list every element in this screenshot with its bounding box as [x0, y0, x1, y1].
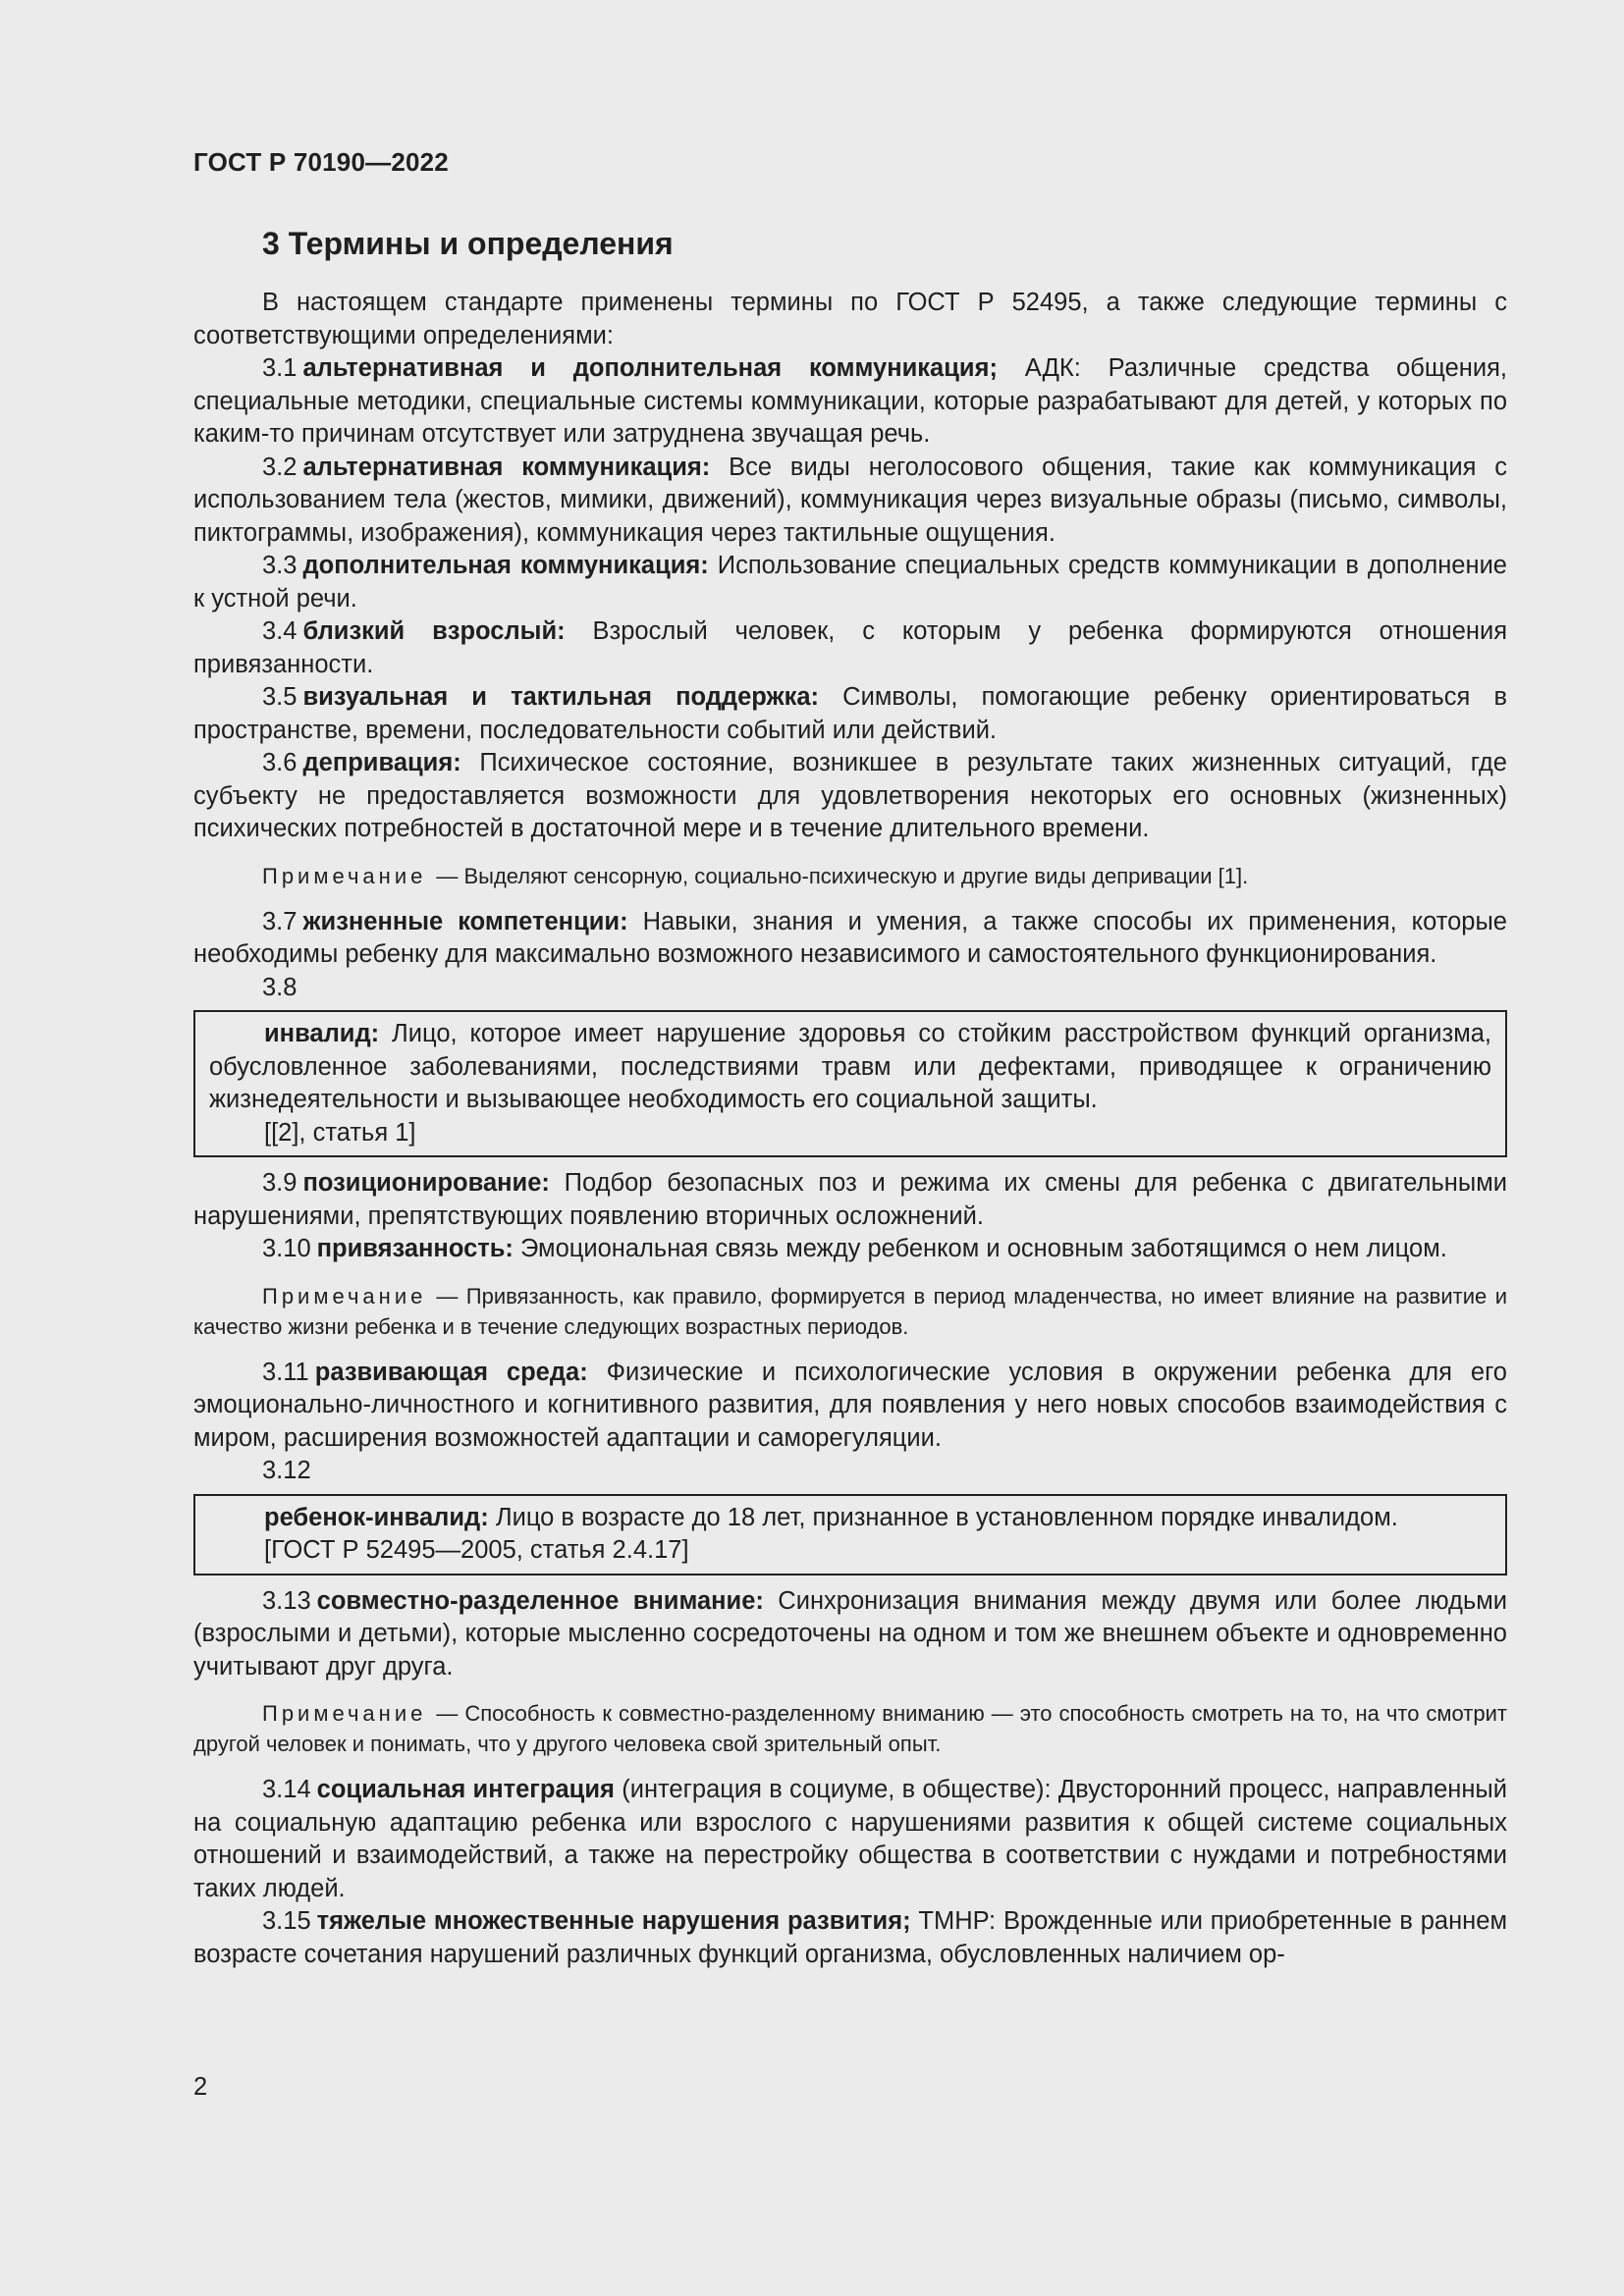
term-definition: Физические и психологические условия в окружении ребенка для его эмоционально-личностного и когнитивного развития, для появления у него новых способов взаимодействия с миром, расширения возможностей адаптации и саморегуляции.	[193, 1358, 1507, 1452]
term-entry	[193, 1585, 1507, 1684]
term-entry	[193, 1774, 1507, 1905]
term-entry	[193, 615, 1507, 681]
term-definition: Психическое состояние, возникшее в результате таких жизненных ситуаций, где субъекту не предоставляется возможности для удовлетворения некоторых его основных (жизненных) психических потребностей в достаточной мере и в течение длительного времени.	[193, 749, 1507, 842]
quoted-definition-box	[193, 1494, 1507, 1575]
term-definition: Использование специальных средств коммуникации в дополнение к устной речи.	[193, 552, 1507, 613]
term-entry	[209, 1502, 1491, 1535]
term-title: привязанность:	[316, 1235, 514, 1262]
note-text: — Выделяют сенсорную, социально-психическую и другие виды депривации [1].	[436, 863, 1249, 888]
note-text: — Способность к совместно-разделенному вниманию — это способность смотреть на то, на что смотрит другой человек и понимать, что у другого человека свой зрительный опыт.	[193, 1701, 1507, 1756]
term-number: 3.9	[262, 1169, 298, 1197]
term-definition: Символы, помогающие ребенку ориентироваться в пространстве, времени, последовательности событий или действий.	[193, 683, 1508, 744]
term-number: 3.5	[262, 683, 298, 711]
note-label: Примечание	[262, 863, 427, 888]
term-title: развивающая среда:	[314, 1358, 588, 1386]
note-text: — Привязанность, как правило, формируется в период младенчества, но имеет влияние на развитие и качество жизни ребенка и в течение следующих возрастных периодов.	[193, 1283, 1507, 1339]
term-entry	[193, 1357, 1507, 1456]
page-number: 2	[193, 2073, 208, 2101]
term-definition: ТМНР: Врожденные или приобретенные в раннем возрасте сочетания нарушений различных функций организма, обусловленных наличием ор-	[193, 1907, 1507, 1968]
term-title: визуальная и тактильная поддержка:	[302, 683, 820, 711]
term-title: альтернативная и дополнительная коммуникация;	[302, 354, 998, 382]
term-title: тяжелые множественные нарушения развития;	[316, 1907, 911, 1935]
term-number: 3.13	[262, 1586, 311, 1615]
term-entry	[193, 1167, 1507, 1233]
note	[193, 861, 1507, 891]
term-title: совместно-разделенное внимание:	[316, 1586, 764, 1615]
term-definition: Синхронизация внимания между двумя или более людьми (взрослыми и детьми), которые мысленно сосредоточены на одном и том же внешнем объекте и одновременно учитывают друг друга.	[193, 1586, 1508, 1681]
term-number: 3.15	[262, 1907, 311, 1935]
term-number: 3.11	[262, 1358, 309, 1386]
term-title: ребенок-инвалид:	[264, 1503, 489, 1531]
term-title: депривация:	[302, 749, 461, 776]
term-entry	[193, 906, 1507, 972]
term-definition: Подбор безопасных поз и режима их смены для ребенка с двигательными нарушениями, препятствующих появлению вторичных осложнений.	[193, 1169, 1507, 1230]
term-title: близкий взрослый:	[302, 617, 566, 645]
term-title: инвалид:	[264, 1020, 380, 1047]
note-label: Примечание	[262, 1283, 427, 1308]
term-entry	[209, 1018, 1491, 1117]
term-source: [[2], статья 1]	[264, 1118, 416, 1147]
term-title: жизненные компетенции:	[302, 907, 628, 935]
intro-paragraph: В настоящем стандарте применены термины по ГОСТ Р 52495, а также следующие термины с соответствующими определениями:	[193, 289, 1507, 349]
term-number: 3.3	[262, 552, 298, 579]
term-definition: Взрослый человек, с которым у ребенка формируются отношения привязанности.	[193, 617, 1508, 678]
note-label: Примечание	[262, 1701, 427, 1726]
term-definition: (интеграция в социуме, в обществе): Двусторонний процесс, направленный на социальную адаптацию ребенка или взрослого с нарушениями развития к общей системе социальных отношений и взаимодействий, а также на перестройку общества в соответствии с нуждами и потребностями таких людей.	[193, 1776, 1507, 1902]
term-entry	[193, 1233, 1507, 1266]
term-source: [ГОСТ Р 52495—2005, статья 2.4.17]	[264, 1536, 689, 1564]
term-number: 3.4	[262, 617, 298, 645]
document-header: ГОСТ Р 70190—2022	[193, 147, 449, 177]
term-title: альтернативная коммуникация:	[302, 453, 711, 481]
term-definition: Лицо, которое имеет нарушение здоровья со стойким расстройством функций организма, обусловленное заболеваниями, последствиями травм или дефектами, приводящее к ограничению жизнедеятельности и вызывающее необходимость его социальной защиты.	[209, 1020, 1491, 1113]
note	[193, 1698, 1507, 1759]
note	[193, 1281, 1507, 1342]
term-number: 3.6	[262, 749, 298, 776]
term-definition: АДК: Различные средства общения, специальные методики, специальные системы коммуникации, которые разрабатывают для детей, у которых по каким-то причинам отсутствует или затруднена звучащая речь.	[193, 354, 1507, 448]
term-title: дополнительная коммуникация:	[302, 552, 709, 579]
term-number: 3.2	[262, 453, 298, 481]
terms-content	[193, 287, 1507, 1971]
term-number-line: 3.12	[262, 1457, 311, 1484]
term-entry	[193, 550, 1507, 615]
term-entry	[193, 681, 1507, 747]
term-title: позиционирование:	[302, 1169, 550, 1197]
term-entry	[193, 747, 1507, 846]
term-number-line: 3.8	[262, 973, 298, 1001]
term-entry	[193, 452, 1507, 551]
term-number: 3.14	[262, 1776, 311, 1803]
term-definition: Навыки, знания и умения, а также способы их применения, которые необходимы ребенку для максимально возможного независимого и самостоятельного функционирования.	[193, 907, 1507, 968]
term-entry	[193, 352, 1507, 452]
section-title: 3 Термины и определения	[262, 226, 674, 261]
term-number: 3.7	[262, 907, 298, 935]
term-number: 3.10	[262, 1235, 311, 1262]
term-definition: Лицо в возрасте до 18 лет, признанное в установленном порядке инвалидом.	[488, 1503, 1398, 1531]
term-definition: Все виды неголосового общения, такие как коммуникация с использованием тела (жестов, мимики, движений), коммуникация через визуальные образы (письмо, символы, пиктограммы, изображения), коммуникация через тактильные ощущения.	[193, 453, 1507, 547]
term-number: 3.1	[262, 354, 298, 382]
quoted-definition-box	[193, 1010, 1507, 1157]
term-title: социальная интеграция	[316, 1776, 615, 1803]
term-definition: Эмоциональная связь между ребенком и основным заботящимся о нем лицом.	[513, 1235, 1447, 1262]
term-entry	[193, 1905, 1507, 1971]
